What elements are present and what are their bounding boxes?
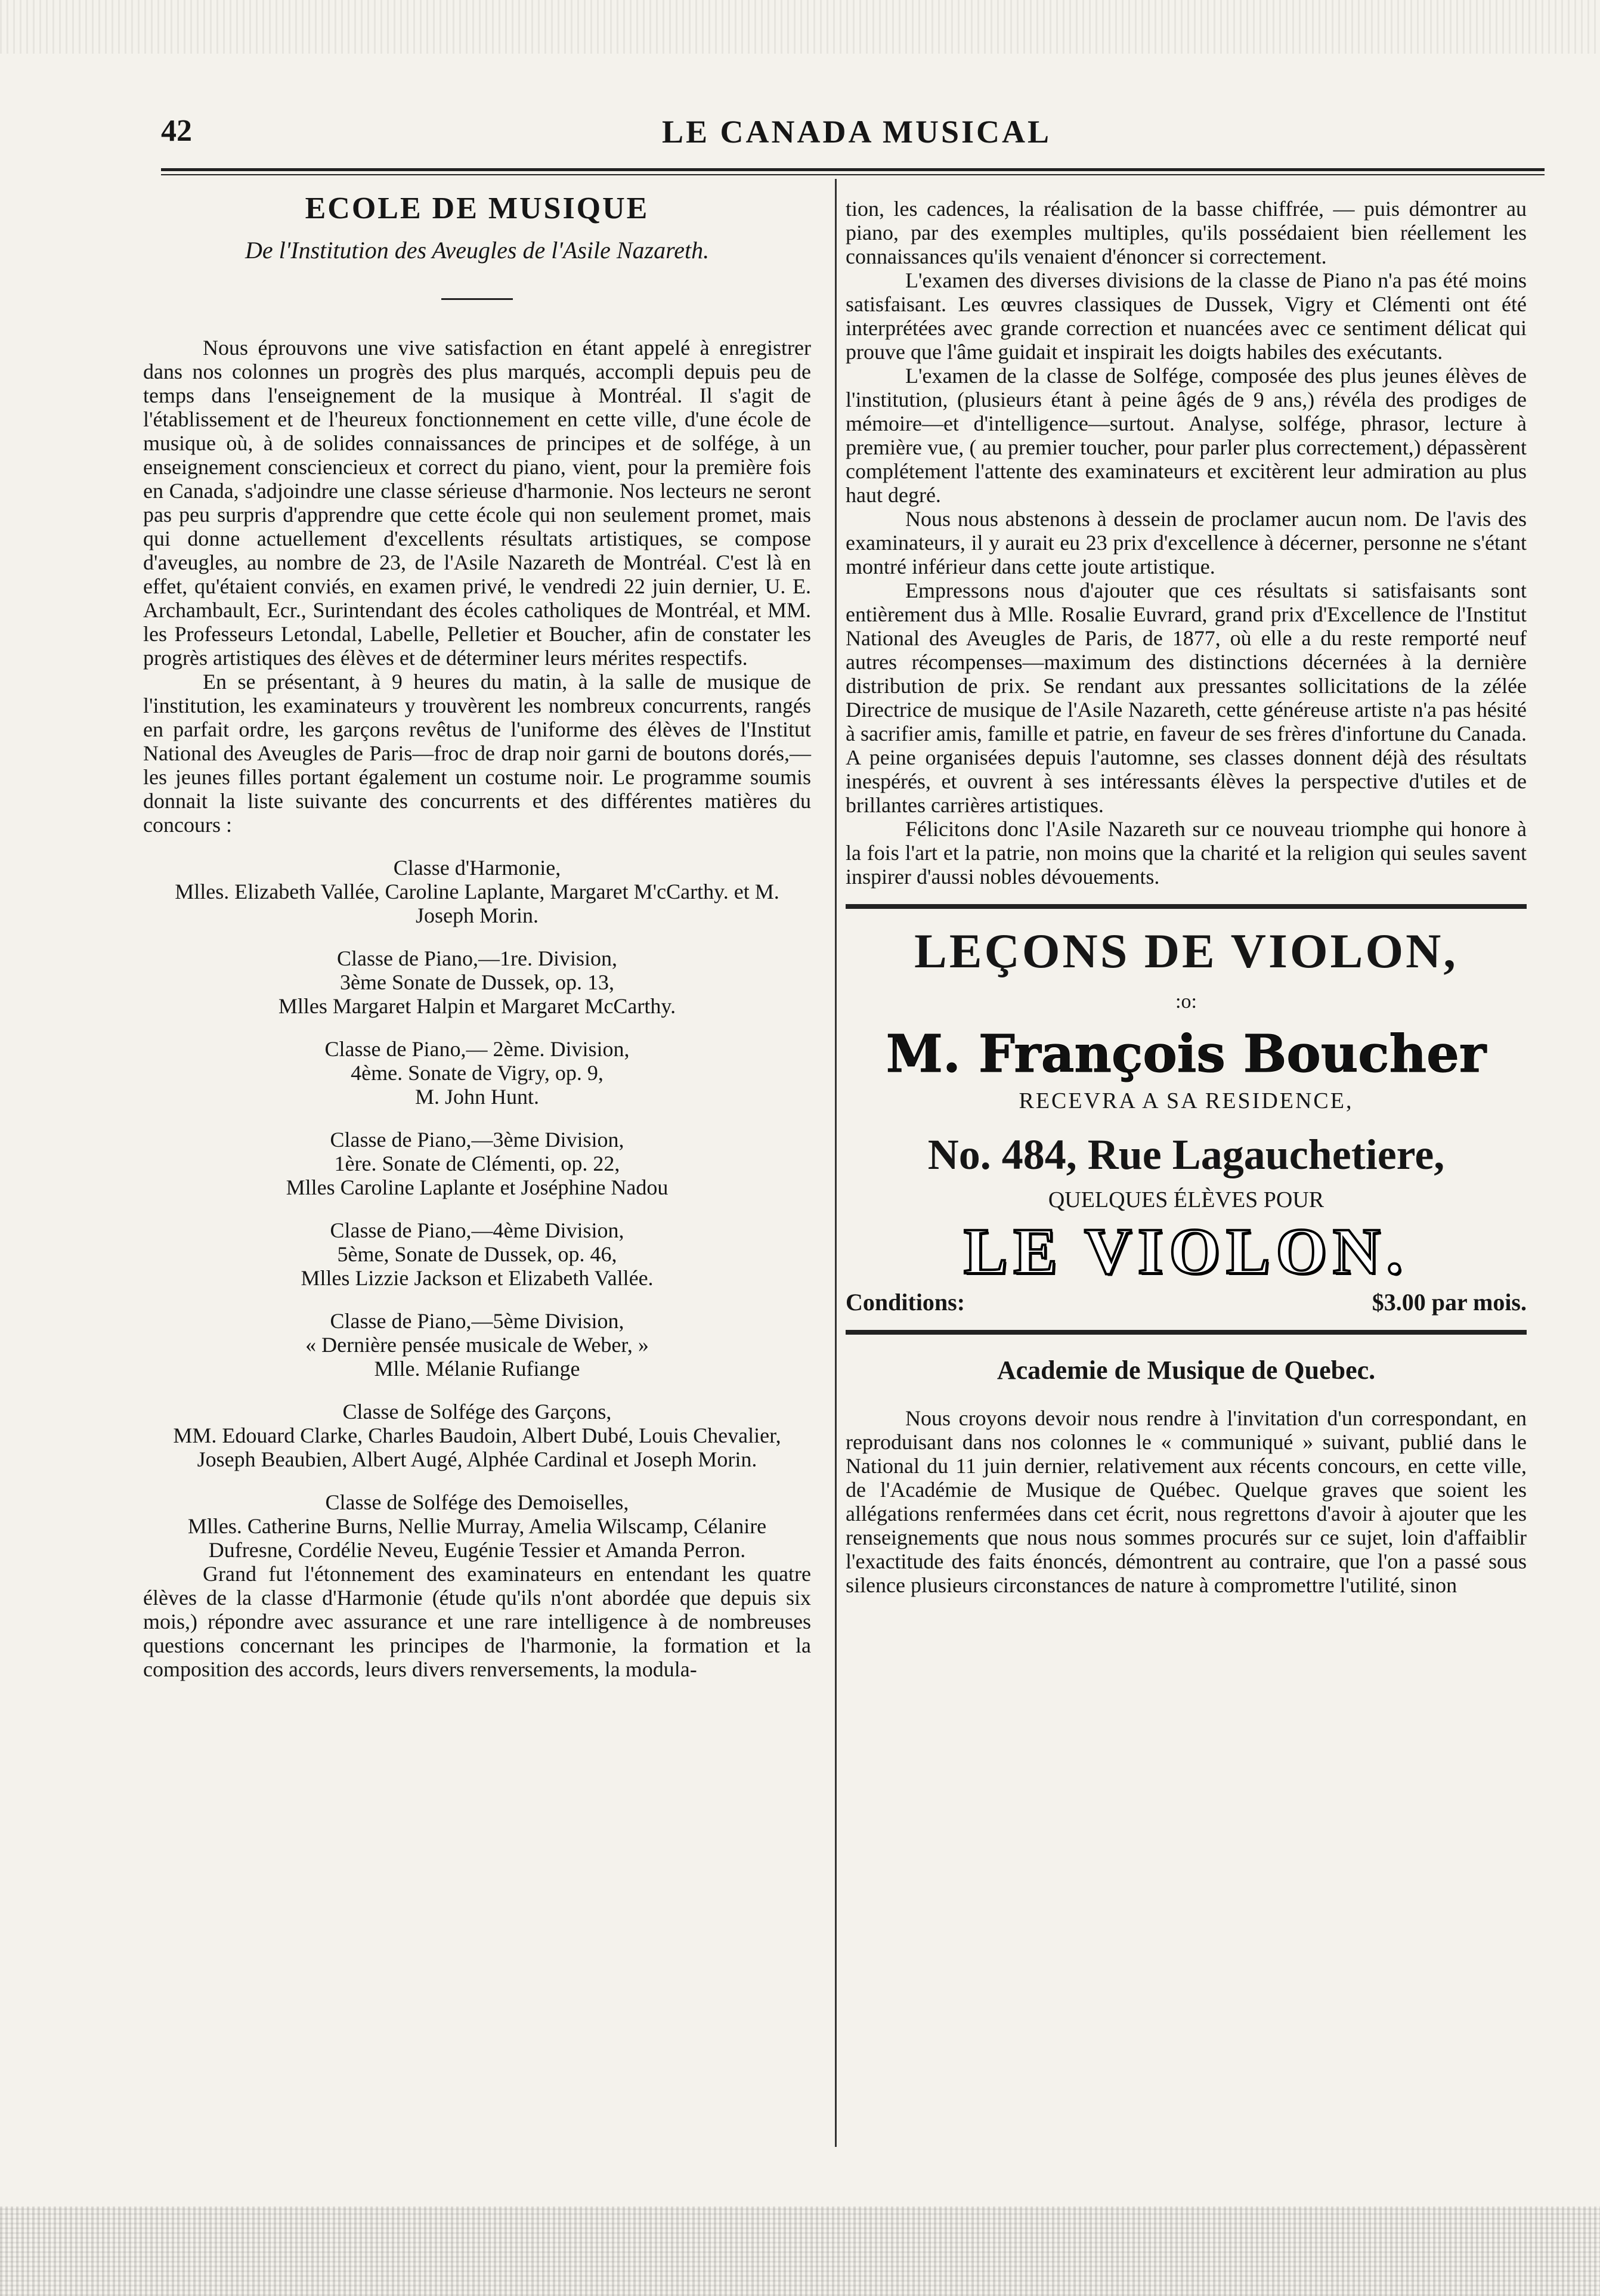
article-paragraph: Félicitons donc l'Asile Nazareth sur ce nouveau triomphe qui honore à la fois l'art et la patrie, non moins que la charité et la religion qui seules savent inspirer d'aussi nobles dévouements. xyxy=(846,817,1527,889)
program-piece: 1ère. Sonate de Clémenti, op. 22, xyxy=(334,1152,620,1175)
program-entry xyxy=(143,1400,811,1471)
article-paragraph: L'examen des diverses divisions de la classe de Piano n'a pas été moins satisfaisant. Les œuvres classiques de Dussek, Vigry et Clémenti ont été interprétées avec grande correction et nuancées avec ce sentiment délicat qui prouve que l'âme guidait et inspirait les doigts habiles des exécutants. xyxy=(846,268,1527,364)
article-paragraph: Nous nous abstenons à dessein de proclamer aucun nom. De l'avis des examinateurs, il y aurait eu 23 prix d'excellence à décerner, personne ne s'étant montré inférieur dans cette joute artistique. xyxy=(846,507,1527,578)
ad-instrument: LE VIOLON. xyxy=(964,1215,1409,1288)
article-paragraph: Empressons nous d'ajouter que ces résultats si satisfaisants sont entièrement dus à Mlle. Rosalie Euvrard, grand prix d'Excellence de l'Institut National des Aveugles de Paris, de 1877, où elle a du reste remporté neuf autres récompenses—maximum des distinctions décernées à la dernière distribution de prix. Se rendant aux pressantes sollicitations de la zélée Directrice de musique de l'Asile Nazareth, cette généreuse artiste n'a pas hésité à sacrifier amis, famille et patrie, en faveur de ses frères d'infortune du Canada. A peine organisées depuis l'automne, ses classes donnent déjà des résultats inespérés, et ouvrent à ses intéressants élèves la perspective d'utiles et de brillantes carrières artistiques. xyxy=(846,578,1527,817)
article-paragraph: Grand fut l'étonnement des examinateurs en entendant les quatre élèves de la classe d'Harmonie (étude qu'ils n'ont abordée que depuis six mois,) répondre avec assurance et une rare intelligence à de nombreuses questions concernant les principes de l'harmonie, la formation et la composition des accords, leurs divers renversements, la modula- xyxy=(143,1562,811,1681)
ad-top-rule xyxy=(846,904,1527,909)
program-class: Classe d'Harmonie, xyxy=(393,856,561,880)
program-class: Classe de Piano,—3ème Division, xyxy=(330,1128,624,1152)
article-subtitle: De l'Institution des Aveugles de l'Asile Nazareth. xyxy=(245,237,710,264)
ad-conditions-label: Conditions: xyxy=(846,1289,965,1316)
program-students: Mlles. Catherine Burns, Nellie Murray, Amelia Wilscamp, Célanire Dufresne, Cordélie Neveu, Eugénie Tessier et Amanda Perron. xyxy=(187,1514,767,1562)
program-class: Classe de Solfége des Demoiselles, xyxy=(325,1490,629,1514)
quebec-article-title: Academie de Musique de Quebec. xyxy=(996,1356,1376,1385)
ad-receives: RECEVRA A SA RESIDENCE, xyxy=(1019,1088,1354,1113)
program-students: Mlles. Elizabeth Vallée, Caroline Laplante, Margaret M'cCarthy. et M. Joseph Morin. xyxy=(175,880,779,927)
program-entry xyxy=(143,946,811,1018)
article-paragraph: tion, les cadences, la réalisation de la basse chiffrée, — puis démontrer au piano, par des exemples multiples, qu'ils possédaient bien réellement les connaissances qu'ils venaient d'énoncer si correctement. xyxy=(846,197,1527,268)
program-entry xyxy=(143,1128,811,1199)
header-rule-thin xyxy=(161,174,1545,175)
ad-conditions xyxy=(846,1291,1527,1314)
program-students: Mlle. Mélanie Rufiange xyxy=(374,1357,580,1381)
ad-separator: :o: xyxy=(1175,991,1197,1013)
program-entry xyxy=(143,856,811,927)
ad-pupils: QUELQUES ÉLÈVES POUR xyxy=(1048,1187,1324,1212)
column-rule xyxy=(835,179,837,2147)
ad-conditions-price: $3.00 par mois. xyxy=(1372,1289,1527,1316)
violin-lessons-ad xyxy=(846,924,1527,1314)
masthead: LE CANADA MUSICAL xyxy=(662,114,1052,150)
program-students: Mlles Lizzie Jackson et Elizabeth Vallée. xyxy=(301,1266,654,1290)
article-paragraph: L'examen de la classe de Solfége, composée des plus jeunes élèves de l'institution, (plusieurs étant à peine âgés de 9 ans,) révéla des prodiges de mémoire—et d'intelligence—surtout. Analyse, solfége, phrasor, lecture à première vue, ( au premier toucher, pour parler plus correctement,) dépassèrent complétement l'attente des examinateurs et excitèrent leur admiration au plus haut degré. xyxy=(846,364,1527,507)
article-paragraph: Nous croyons devoir nous rendre à l'invitation d'un correspondant, en reproduisant dans nos colonnes le « communiqué » suivant, publié dans le National du 11 juin dernier, relativement aux récents concours, en cette ville, de l'Académie de Musique de Québec. Quelque graves que soient les allégations renfermées dans cet écrit, nous regrettons d'avoir à ajouter que les renseignements que nous nous sommes procurés sur ce sujet, loin d'affaiblir l'exactitude des faits énoncés, démontrent au contraire, que l'on a passé sous silence plusieurs circonstances de nature à compromettre l'utilité, sinon xyxy=(846,1406,1527,1597)
program-entry xyxy=(143,1037,811,1109)
program-piece: 4ème. Sonate de Vigry, op. 9, xyxy=(351,1061,604,1085)
program-class: Classe de Piano,—4ème Division, xyxy=(330,1218,624,1242)
article-paragraph: Nous éprouvons une vive satisfaction en étant appelé à enregistrer dans nos colonnes un progrès des plus marqués, accompli depuis peu de temps dans l'enseignement de la musique à Montréal. Il s'agit de l'établissement et de l'heureux fonctionnement en cette ville, d'une école de musique où, à de solides connaissances de principes et de solfége, à un enseignement consciencieux et correct du piano, vient, pour la première fois en Canada, s'adjoindre une classe sérieuse d'harmonie. Nos lecteurs ne seront pas peu surpris d'apprendre que cette école qui non seulement promet, mais qui donne actuellement d'excellents résultats artistiques, se compose d'aveugles, au nombre de 23, de l'Asile Nazareth de Montréal. C'est là en effet, qu'étaient conviés, en examen privé, le vendredi 22 juin dernier, U. E. Archambault, Ecr., Surintendant des écoles catholiques de Montréal, et MM. les Professeurs Letondal, Labelle, Pelletier et Boucher, afin de constater les progrès artistiques des élèves et de déterminer leurs mérites respectifs. xyxy=(143,336,811,670)
program-entry xyxy=(143,1490,811,1562)
page-number: 42 xyxy=(161,114,192,148)
ad-title: LEÇONS DE VIOLON, xyxy=(914,924,1458,978)
program-piece: 5ème, Sonate de Dussek, op. 46, xyxy=(337,1242,617,1266)
program-entry xyxy=(143,1309,811,1381)
program-students: Mlles Margaret Halpin et Margaret McCarthy. xyxy=(278,994,676,1018)
program-piece: 3ème Sonate de Dussek, op. 13, xyxy=(340,970,614,994)
header-rule xyxy=(161,168,1545,171)
program-students: MM. Edouard Clarke, Charles Baudoin, Albert Dubé, Louis Chevalier, Joseph Beaubien, Albert Augé, Alphée Cardinal et Joseph Morin. xyxy=(173,1424,781,1471)
program-class: Classe de Piano,—1re. Division, xyxy=(337,946,617,970)
program-entry xyxy=(143,1218,811,1290)
left-column xyxy=(143,191,811,1681)
scan-noise-top xyxy=(0,0,1600,54)
program-class: Classe de Solfége des Garçons, xyxy=(342,1400,612,1424)
article-paragraph: En se présentant, à 9 heures du matin, à la salle de musique de l'institution, les examinateurs y trouvèrent les nombreux concurrents, rangés en parfait ordre, les garçons revêtus de l'uniforme des élèves de l'Institut National des Aveugles de Paris—froc de drap noir garni de boutons dorés,—les jeunes filles portant également un costume noir. Le programme soumis donnait la liste suivante des concurrents et des différentes matières du concours : xyxy=(143,670,811,837)
program-piece: « Dernière pensée musicale de Weber, » xyxy=(305,1333,649,1357)
program-class: Classe de Piano,—5ème Division, xyxy=(330,1309,624,1333)
title-divider xyxy=(441,298,513,300)
program-class: Classe de Piano,— 2ème. Division, xyxy=(324,1037,630,1061)
ad-bottom-rule xyxy=(846,1330,1527,1335)
ad-address: No. 484, Rue Lagauchetiere, xyxy=(927,1131,1445,1178)
page-header xyxy=(161,113,1545,155)
program-students: M. John Hunt. xyxy=(414,1085,540,1109)
ad-teacher-name: M. François Boucher xyxy=(886,1024,1487,1084)
article-title: ECOLE DE MUSIQUE xyxy=(305,191,649,225)
program-students: Mlles Caroline Laplante et Joséphine Nadou xyxy=(286,1175,669,1199)
right-column xyxy=(846,197,1527,1597)
scan-noise-bottom xyxy=(0,2207,1600,2296)
